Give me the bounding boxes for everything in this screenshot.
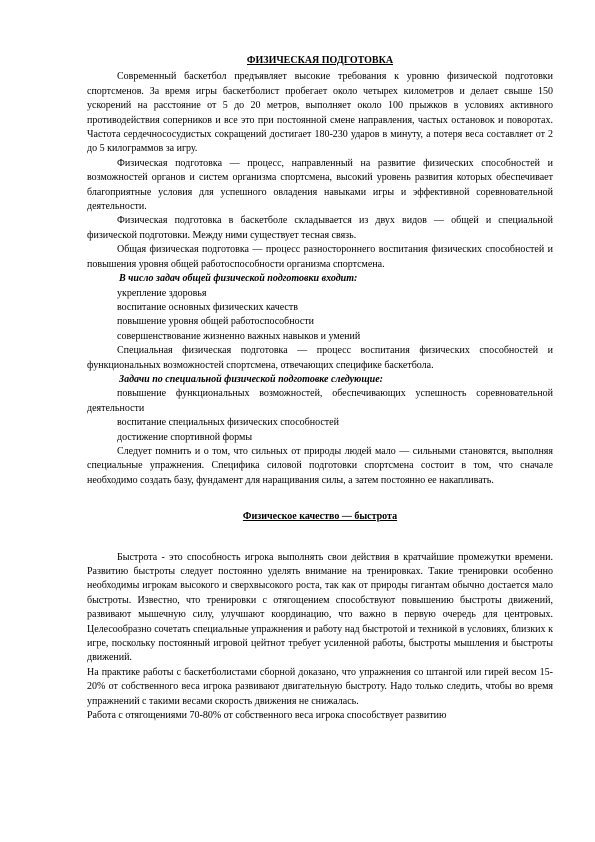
special-tasks-heading: Задачи по специальной физической подготовке следующие: xyxy=(119,373,383,385)
paragraph-speed: Быстрота - это способность игрока выполнять свои действия в кратчайшие промежутки времени. Развитию быстроты следует постоянно уделять внимание на тренировках. Такие тренировки особенно необходимы игрокам высокого и сверхвысокого роста, так как от природы гигантам обычно достается мало быстроты. Известно, что тренировки с отягощением способствуют повышению быстроты движений, развивают мышечную силу, улучшают координацию, что важно в первую очередь для центровых. Целесообразно сочетать специальные упражнения и работу над быстротой и техникой в условиях, близких к игре, поскольку постоянный игровой цейтнот требует усиленной работы, быстроты мышления и быстроты движений. xyxy=(87,551,553,664)
list-item: укрепление здоровья xyxy=(117,287,207,299)
paragraph-general: Общая физическая подготовка — процесс разностороннего воспитания физических способностей и повышения уровня общей работоспособности организма спортсмена. xyxy=(87,244,553,270)
paragraph-special: Специальная физическая подготовка — процесс воспитания физических способностей и функциональных возможностей спортсмена, отвечающих специфике баскетбола. xyxy=(87,345,553,371)
list-item: повышение уровня общей работоспособности xyxy=(117,316,315,328)
section-subtitle: Физическое качество — быстрота xyxy=(242,511,398,523)
paragraph-intro: Современный баскетбол предъявляет высокие требования к уровню физической подготовки спортсменов. За время игры баскетболист пробегает около четырех километров и делает свыше 150 ускорений на расстояние от 5 до 20 метров, выполняет около 100 прыжков в условиях активного противодействия соперников и все это при постоянной смене направления, частых остановок и поворотах. Частота сердечнососудистых сокращений достигает 180-230 ударов в минуту, а потеря веса составляет от 2 до 5 килограммов за игру. xyxy=(87,71,553,155)
list-item: повышение функциональных возможностей, обеспечивающих успешность соревновательной деятельности xyxy=(87,388,553,414)
document-body xyxy=(87,54,553,723)
paragraph-definition: Физическая подготовка — процесс, направленный на развитие физических способностей и возможностей органов и систем организма спортсмена, высокий уровень развития которых обеспечивает благоприятные условия для успешного овладения навыками игры и эффективной соревновательной деятельности. xyxy=(87,157,553,213)
document-title: ФИЗИЧЕСКАЯ ПОДГОТОВКА xyxy=(246,55,394,66)
list-item: совершенствование жизненно важных навыков и умений xyxy=(117,330,361,342)
list-item: воспитание специальных физических способностей xyxy=(117,417,339,429)
list-item: достижение спортивной формы xyxy=(117,431,253,443)
general-tasks-heading: В число задач общей физической подготовки входит: xyxy=(119,273,358,285)
paragraph-weights: Работа с отягощениями 70-80% от собственного веса игрока способствует развитию xyxy=(87,710,447,722)
paragraph-practice: На практике работы с баскетболистами сборной доказано, что упражнения со штангой или гирей весом 15-20% от собственного веса игрока развивают двигательную быстроту. Надо только следить, чтобы во время упражнений с такими весами скорость движения не снижалась. xyxy=(87,666,553,707)
paragraph-types: Физическая подготовка в баскетболе складывается из двух видов — общей и специальной физической подготовки. Между ними существует тесная связь. xyxy=(87,215,553,241)
paragraph-strength: Следует помнить и о том, что сильных от природы людей мало — сильными становятся, выполняя специальные упражнения. Специфика силовой подготовки спортсмена состоит в том, что сначале необходимо создать базу, фундамент для наращивания силы, а затем постоянно ее накапливать. xyxy=(87,445,553,486)
list-item: воспитание основных физических качеств xyxy=(117,301,298,313)
